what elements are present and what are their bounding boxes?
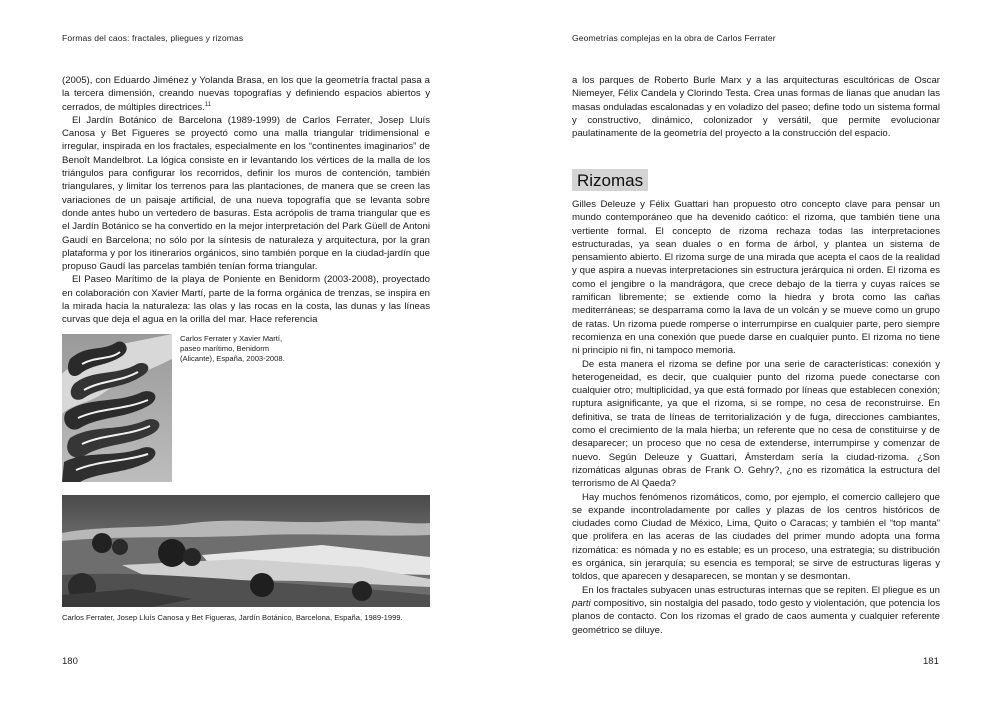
paragraph-jardin-botanico: El Jardín Botánico de Barcelona (1989-1999) de Carlos Ferrater, Josep Lluís Canosa y Bet Figueres se proyectó como una malla triangular tridimensional e irregular, inspirada en los fractales, especialmente en los “continentes imaginarios” de Benoît Mandelbrot. La lógica consiste en ir levantando los vértices de la malla de los triángulos para configurar los recorridos, definir los muros de contención, también triangulares, y limitar los terrenos para las plantaciones, de manera que se creen las variaciones de un paisaje artificial, de una nueva topografía que se levanta sobre donde antes hubo un vertedero de basuras. Esta acrópolis de trama triangular que es el Jardín Botánico se ha convertido en la mejor interpretación del Park Güell de Antoni Gaudí en Barcelona; no sólo por la síntesis de naturaleza y arquitectura, por la gran plataforma y por los itinerarios orgánicos, sino también porque en la ciudad-jardín que propuso Gaudí las parcelas también tenían forma triangular. xyxy=(62,114,430,273)
right-page xyxy=(500,0,1000,706)
paragraph-caracteristicas: De esta manera el rizoma se define por una serie de características: conexión y heterogeneidad, es decir, que cualquier punto del rizoma puede conectarse con cualquier otro; multiplicidad, ya que está formado por líneas que establecen conexión; ruptura asignificante, ya que el rizoma, si se rompe, no cesa de reconstruirse. En definitiva, se trata de líneas de territorialización y de fuga, direcciones cambiantes, como el crecimiento de la mala hierba; un referente que no cesa de constituirse y de desaparecer; un proceso que no cesa de extenderse, interrumpirse y comenzar de nuevo. Según Deleuze y Guattari, Ámsterdam sería la ciudad-rizoma. ¿Son rizomáticas algunas obras de Frank O. Gehry?, ¿no es rizomática la estructura del terrorismo de Al Qaeda? xyxy=(572,358,940,490)
page-number-right: 181 xyxy=(923,656,939,667)
caption-botanic-garden: Carlos Ferrater, Josep Lluís Canosa y Bet Figueras, Jardín Botánico, Barcelona, España, 1989-1999. xyxy=(62,613,403,622)
section-title-rizomas: Rizomas xyxy=(572,169,648,191)
right-intro-block xyxy=(572,74,940,140)
italic-term: parti xyxy=(572,597,591,609)
botanic-garden-photo xyxy=(62,495,430,607)
paragraph-continuation xyxy=(62,74,430,114)
running-head-left: Formas del caos: fractales, pliegues y rizomas xyxy=(62,33,244,43)
paragraph-deleuze-guattari: Gilles Deleuze y Félix Guattari han propuesto otro concepto clave para pensar un mundo contemporáneo que ha devenido caótico: el rizoma, que también tiene una vertiente formal. El concepto de rizoma rechaza todas las interpretaciones estructuradas, ya sean duales o en forma de árbol, y plantea un sistema de pensamiento abierto. El rizoma surge de una mirada que acepta el caos de la realidad y que aspira a nuevas interpretaciones sin estructura jerárquica ni orden. El rizoma es como el jengibre o la mandrágora, que crece debajo de la tierra y cuyas raíces se ramifican libremente; se extiende como la hiedra y brota como las cañas mediterráneas; se desparrama como la lava de un volcán y se mueve como un grupo de ratas. Un rizoma puede romperse o interrumpirse en cualquier parte, pero siempre recomienza en una conexión que puede darse en cualquier punto. El rizoma no tiene ni principio ni fin, ni tampoco memoria. xyxy=(572,199,940,357)
paragraph-fractales-conclusion xyxy=(572,584,940,637)
running-head-right: Geometrías complejas en la obra de Carlos Ferrater xyxy=(572,33,776,43)
page-number-left: 180 xyxy=(62,656,78,667)
paragraph-paseo-maritimo: El Paseo Marítimo de la playa de Poniente en Benidorm (2003-2008), proyectado en colaboración con Xavier Martí, parte de la forma orgánica de trenzas, se inspira en la mirada hacia la naturaleza: las olas y las rocas en la costa, las dunas y las líneas curvas que deja el agua en la orilla del mar. Hace referencia xyxy=(62,274,430,326)
paragraph-fenomenos-rizomaticos: Hay muchos fenómenos rizomáticos, como, por ejemplo, el comercio callejero que se expande incontroladamente por calles y plazas de los centros históricos de ciudades como Ciudad de México, Lima, Quito o Caracas; y también el “top manta” que prolifera en las aceras de las ciudades del primer mundo adopta una forma rizomática: es nómada y no es estable; es un proceso, una estrategia; su distribución es orgánica, sin jerarquía; su esencia es temporal; se sirve de estructuras ligeras y toldos, que aparecen y desaparecen, se montan y se desmontan. xyxy=(572,491,940,583)
paragraph-text: compositivo, sin nostalgia del pasado, todo gesto y violentación, que potencia los planos de contacto. Con los rizomas el grado de caos aumenta y cualquier referente geométrico se diluye. xyxy=(572,597,940,636)
right-body-block xyxy=(572,198,940,637)
caption-benidorm: Carlos Ferrater y Xavier Martí, paseo marítimo, Benidorm (Alicante), España, 2003-2008. xyxy=(180,334,285,364)
paragraph-text: (2005), con Eduardo Jiménez y Yolanda Brasa, en los que la geometría fractal pasa a la tercera dimensión, creando nuevas topografías y definiendo espacios abiertos y cerrados, de múltiples directrices. xyxy=(62,75,430,113)
paragraph-text: En los fractales subyacen unas estructuras internas que se repiten. El pliegue es un xyxy=(582,584,940,596)
footnote-reference: 11 xyxy=(204,101,212,108)
benidorm-promenade-photo xyxy=(62,334,172,482)
paragraph-continuation-right: a los parques de Roberto Burle Marx y a las arquitecturas escultóricas de Oscar Niemeyer, Félix Candela y Clorindo Testa. Crea unas formas de lianas que anudan las masas onduladas escalonadas y en voladizo del paseo; define todo un sistema formal y constructivo, dinámico, colonizador y versátil, que permite evolucionar paulatinamente de la geometría del proyecto a la construcción del espacio. xyxy=(572,75,940,140)
left-text-block xyxy=(62,74,430,327)
